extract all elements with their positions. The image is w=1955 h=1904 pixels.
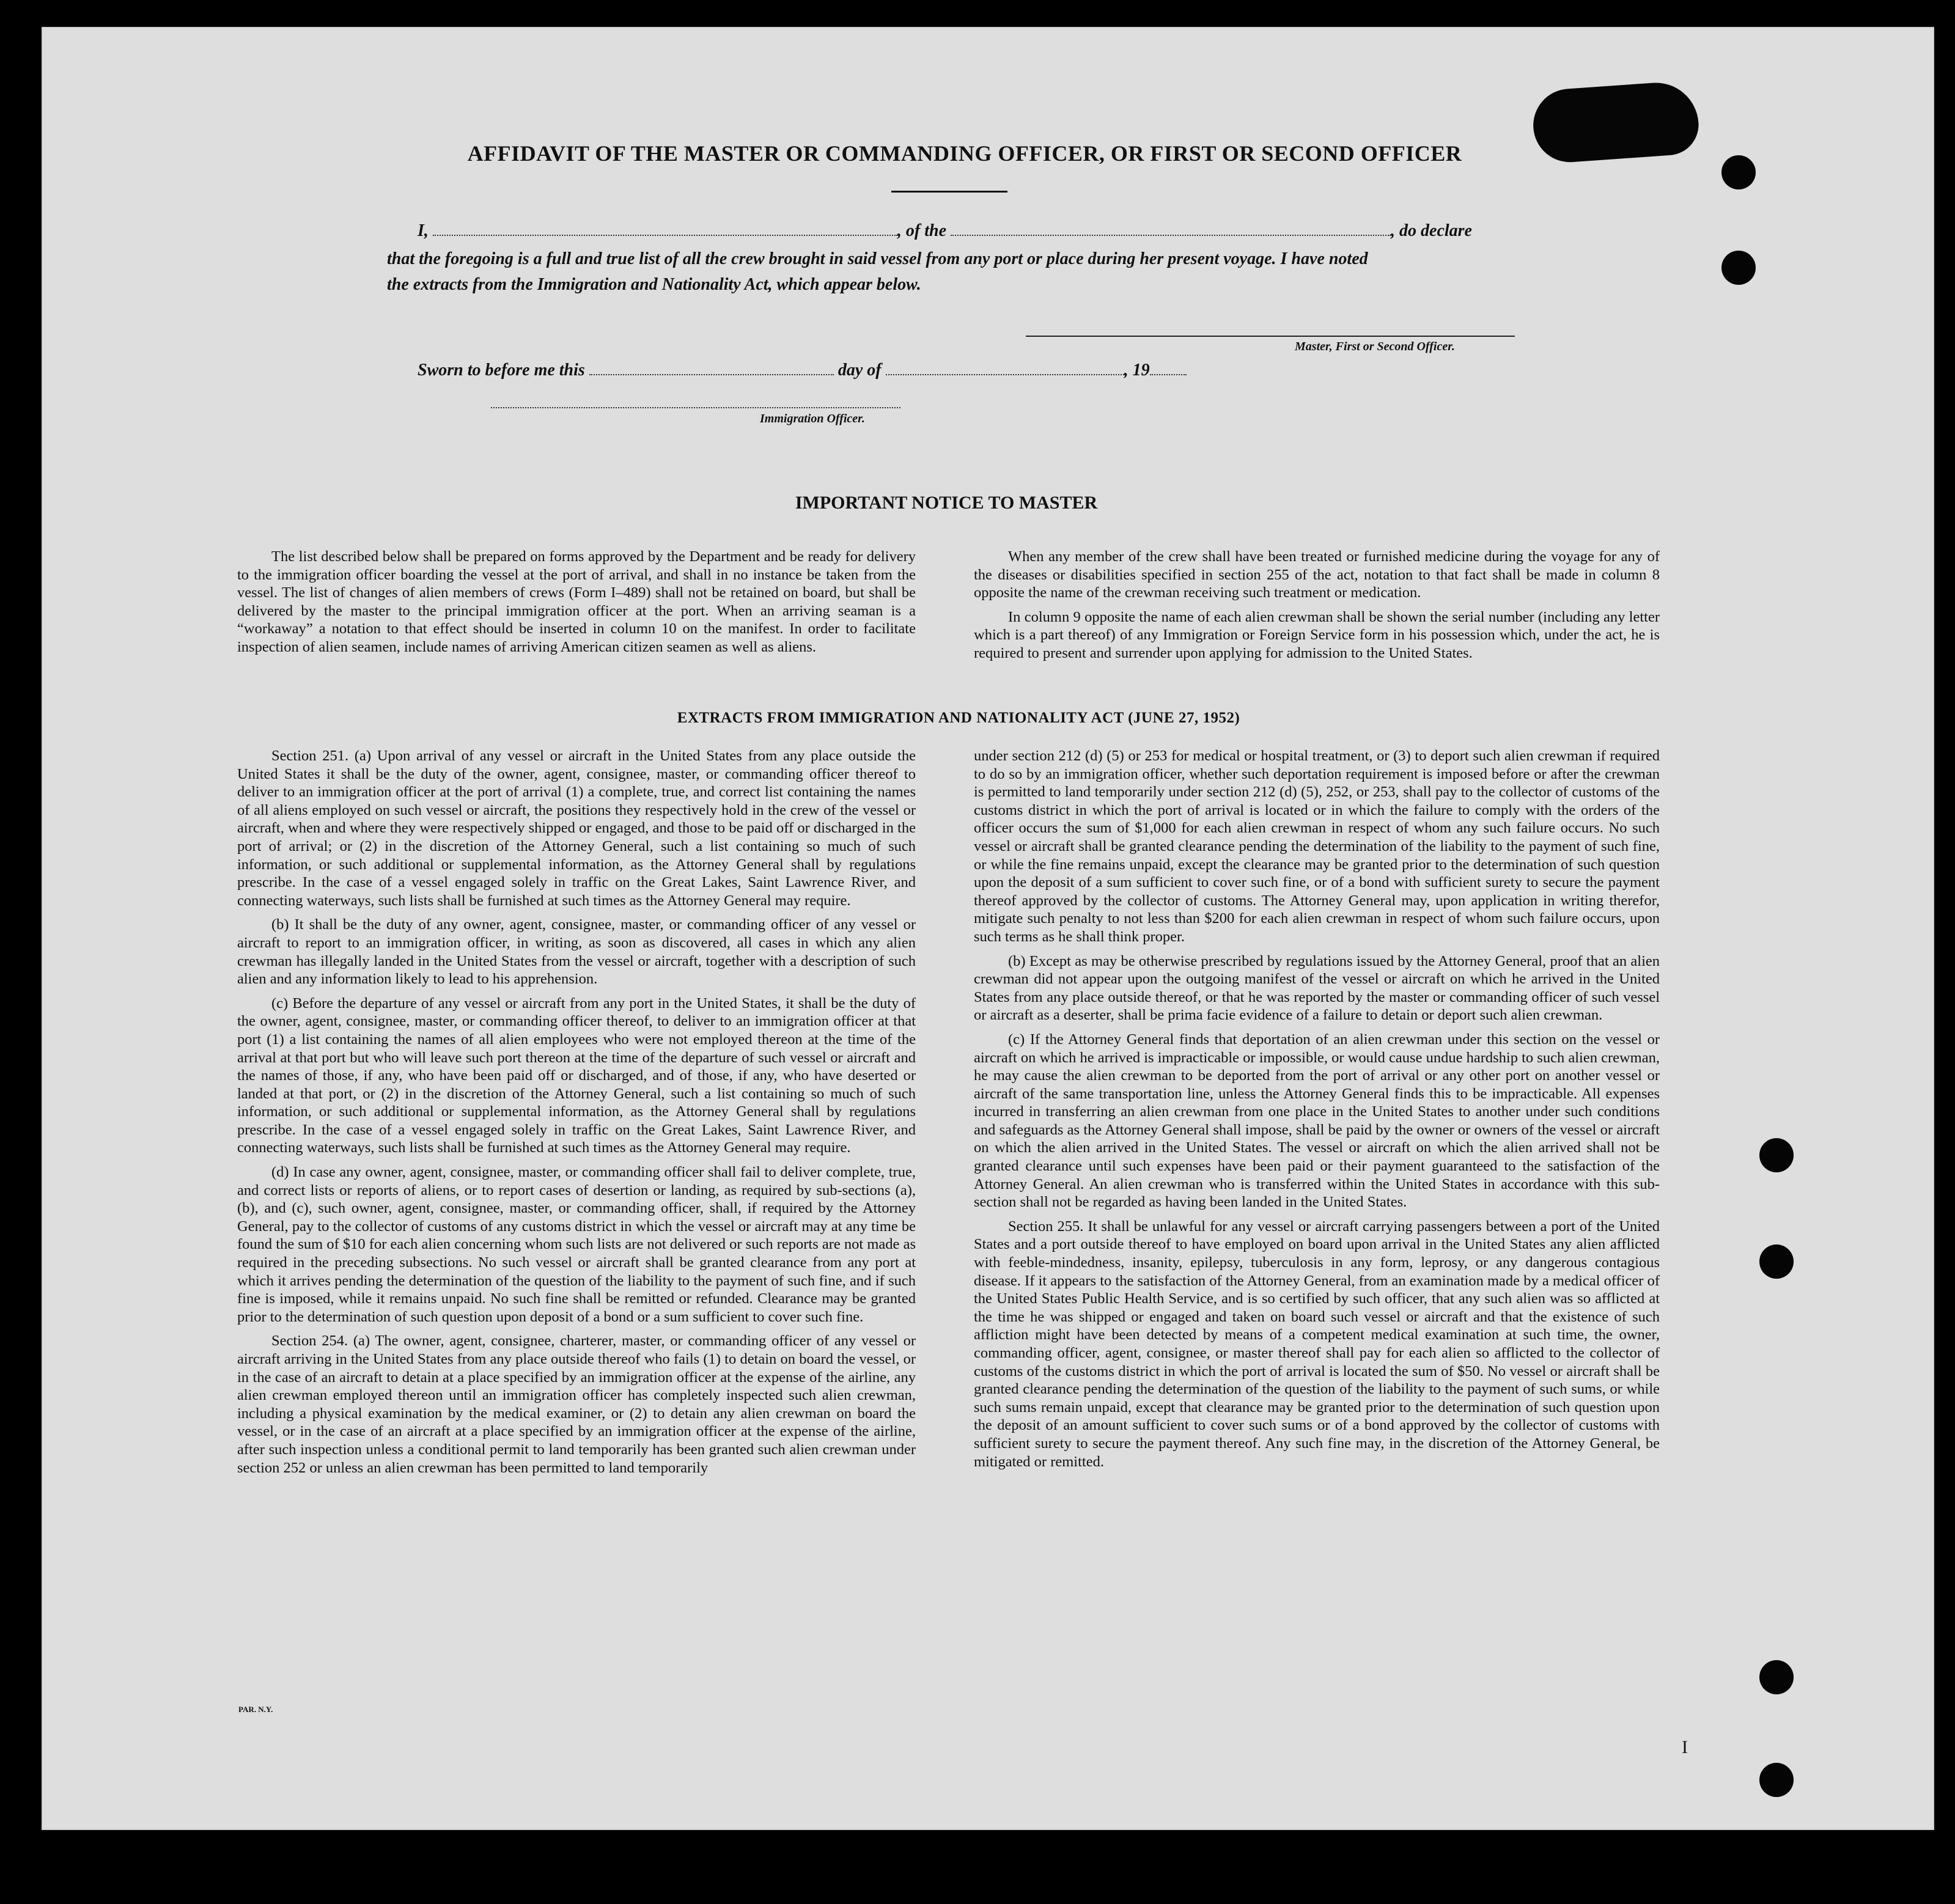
punch-hole xyxy=(1721,251,1756,285)
ink-blot xyxy=(1531,80,1701,165)
do-declare-label: , do declare xyxy=(1391,221,1472,240)
immigration-officer-signature-line[interactable] xyxy=(491,407,900,408)
notice-left-column xyxy=(237,548,916,663)
punch-hole xyxy=(1759,1763,1794,1797)
act-section-paragraph: (c) If the Attorney General finds that deportation of an alien crewman under this section on the vessel or aircraft on which he arrived is impracticable or impossible, or would cause undue hardship to such alien crewman, he may cause the alien crewman to be deported from the port of arrival or any other port on another vessel or aircraft of the same transportation line, unless the Attorney General finds this to be impracticable. All expenses incurred in transferring an alien crewman from one place in the United States to another under such conditions and safeguards as the Attorney General shall impose, shall be paid by the owner or owners of the vessel or aircraft on which the alien arrived in the United States. The vessel or aircraft on which the alien arrived shall not be granted clearance until such expenses have been paid or their payment guaranteed to the satisfaction of the Attorney General. An alien crewman who is transferred within the United States in accordance with this sub-section shall not be regarded as having been landed in the United States. xyxy=(974,1031,1660,1211)
vessel-blank[interactable] xyxy=(951,232,1391,236)
punch-hole xyxy=(1721,155,1756,189)
sworn-line xyxy=(418,361,1187,380)
document-page xyxy=(42,27,1934,1830)
act-section-paragraph: Section 254. (a) The owner, agent, consignee, charterer, master, or commanding officer of any vessel or aircraft arriving in the United States from any place outside thereof who fails (1) to detain on board the vessel, or in the case of an aircraft to detain at a place specified by an immigration officer at the expense of the airline, any alien crewman employed thereon until an immigration officer has completely inspected such alien crewman, including a physical examination by the medical examiner, or (2) to detain any alien crewman on board the vessel, or in the case of an aircraft at a place specified by an immigration officer at the expense of the airline, after such inspection unless a conditional permit to land temporarily has been granted such alien crewman under section 252 or unless an alien crewman has been permitted to land temporarily xyxy=(237,1332,916,1476)
act-section-paragraph: (b) Except as may be otherwise prescribed by regulations issued by the Attorney General, proof that an alien crewman did not appear upon the outgoing manifest of the vessel or aircraft on which he arrived in the United States from any place outside thereof, or that he was reported by the master or commanding officer of such vessel or aircraft as a deserter, shall be prima facie evidence of a failure to detain or deport such alien crewman. xyxy=(974,952,1660,1024)
year-label: , 19 xyxy=(1124,361,1150,380)
affidavit-title: AFFIDAVIT OF THE MASTER OR COMMANDING OFFICER, OR FIRST OR SECOND OFFICER xyxy=(467,141,1462,166)
master-signature-line[interactable] xyxy=(1026,336,1515,337)
notice-title: IMPORTANT NOTICE TO MASTER xyxy=(795,493,1098,513)
year-blank[interactable] xyxy=(1150,372,1187,375)
day-of-label: day of xyxy=(838,361,882,380)
name-blank[interactable] xyxy=(433,232,897,236)
notice-paragraph: When any member of the crew shall have been treated or furnished medicine during the voyage for any of the diseases or disabilities specified in section 255 of the act, notation to that fact shall be made in column 8 opposite the name of the crewman receiving such treatment or medication. xyxy=(974,548,1660,601)
signature-caption: Master, First or Second Officer. xyxy=(1295,340,1455,353)
act-section-paragraph: (d) In case any owner, agent, consignee, master, or commanding officer shall fail to deliver complete, true, and correct lists or reports of aliens, or to report cases of desertion or landing, as required by sub-sections (a), (b), and (c), such owner, agent, consignee, master, or commanding officer, shall, if required by the Attorney General, pay to the collector of customs of any customs district in which the vessel or aircraft may at any time be found the sum of $10 for each alien concerning whom such lists are not delivered or such reports are not made as required in the preceding subsections. No such vessel or aircraft shall be granted clearance from any port at which it arrives pending the determination of the question of the liability to the payment of such fine, and if such fine is imposed, while it remains unpaid. No such fine shall be remitted or refunded. Clearance may be granted prior to the determination of such question upon deposit of a bond or a sum sufficient to cover such fine. xyxy=(237,1164,916,1325)
act-section-paragraph: under section 212 (d) (5) or 253 for medical or hospital treatment, or (3) to deport such alien crewman if required to do so by an immigration officer, whether such deportation requirement is imposed before or after the crewman is permitted to land temporarily under section 212 (d) (5), 252, or 253, shall pay to the collector of customs of the customs district in which the port of arrival is located or in which the failure to comply with the orders of the officer occurs the sum of $1,000 for each alien crewman in respect of whom any such failure occurs. No such vessel or aircraft shall be granted clearance pending the determination of the liability to the payment of such fine, or while the fine remains unpaid, except the clearance may be granted prior to the determination of such question upon the deposit of a sum sufficient to cover such fine, or of a bond with sufficient surety to secure the payment thereof approved by the collector of customs. The Attorney General may, upon application in writing therefor, mitigate such penalty to not less than $200 for each alien crewman in respect of whom such failure occurs, upon such terms as he shall think proper. xyxy=(974,748,1660,945)
of-the-label: , of the xyxy=(897,221,947,240)
notice-paragraph: The list described below shall be prepared on forms approved by the Department and be ready for delivery to the immigration officer boarding the vessel at the port of arrival, and shall in no instance be taken from the vessel. The list of changes of alien members of crews (Form I–489) shall not be retained on board, but shall be delivered by the master to the principal immigration officer at the port. When an arriving seaman is a “workaway” a notation to that effect should be inserted in column 10 on the manifest. In order to facilitate inspection of alien seamen, include names of arriving American citizen seamen as well as aliens. xyxy=(237,548,916,655)
notice-right-column xyxy=(974,548,1660,669)
punch-hole xyxy=(1759,1138,1794,1172)
act-section-paragraph: (b) It shall be the duty of any owner, agent, consignee, master, or commanding officer of any vessel or aircraft to report to an immigration officer, in writing, as soon as discovered, all cases in which any alien crewman has illegally landed in the United States from the vessel or aircraft, together with a description of such alien and any information likely to lead to his apprehension. xyxy=(237,916,916,988)
act-section-paragraph: Section 251. (a) Upon arrival of any vessel or aircraft in the United States from any place outside the United States it shall be the duty of the owner, agent, consignee, master, or commanding officer thereof to deliver to an immigration officer at the port of arrival (1) a complete, true, and correct list containing the names of all aliens employed on such vessel or aircraft, the positions they respectively hold in the crew of the vessel or aircraft, when and where they were respectively shipped or engaged, and those to be paid off or discharged in the port of arrival; or (2) in the discretion of the Attorney General, such a list containing so much of such information, or such additional or supplemental information, as the Attorney General shall by regulations prescribe. In the case of a vessel engaged solely in traffic on the Great Lakes, Saint Lawrence River, and connecting waterways, such lists shall be furnished at such times as the Attorney General may require. xyxy=(237,748,916,909)
extracts-left-column xyxy=(237,747,916,1483)
notice-paragraph: In column 9 opposite the name of each alien crewman shall be shown the serial number (including any letter which is a part thereof) of any Immigration or Foreign Service form in his possession which, under the act, he is required to present and surrender upon applying for admission to the United States. xyxy=(974,608,1660,661)
title-rule xyxy=(891,191,1007,193)
officer-caption: Immigration Officer. xyxy=(760,412,865,425)
bleed-through-text xyxy=(1338,388,1347,406)
printer-mark: PAR. N.Y. xyxy=(238,1705,273,1714)
extracts-right-column xyxy=(974,747,1660,1477)
act-section-paragraph: Section 255. It shall be unlawful for any vessel or aircraft carrying passengers between a port of the United States and a port outside thereof to have employed on board upon arrival in the United States any alien afflicted with feeble-mindedness, insanity, epilepsy, tuberculosis in any form, leprosy, or any dangerous contagious disease. If it appears to the satisfaction of the Attorney General, from an examination made by a medical officer of the United States Public Health Service, and is so certified by such officer, that any such alien was so afflicted at the time he was shipped or engaged and taken on board such vessel or aircraft and that the existence of such affliction might have been detected by means of a competent medical examination at such time, the owner, commanding officer, agent, consignee, or master thereof shall pay for each alien so afflicted to the collector of customs of the customs district in which the port of arrival is located the sum of $50. No vessel or aircraft shall be granted clearance pending the determination of the question of the liability to the payment of such sums, or while such sums remain unpaid, except that clearance may be granted prior to the determination of such question upon the deposit of an amount sufficient to cover such sums or of a bond approved by the collector of customs with sufficient surety to secure the payment thereof. Any such fine may, in the discretion of the Attorney General, be mitigated or remitted. xyxy=(974,1218,1660,1470)
page-mark: I xyxy=(1682,1737,1688,1757)
declaration-text: the extracts from the Immigration and Nationality Act, which appear below. xyxy=(387,275,921,294)
day-blank[interactable] xyxy=(589,372,834,375)
punch-hole xyxy=(1759,1244,1794,1279)
month-blank[interactable] xyxy=(886,372,1124,375)
declaration-text: that the foregoing is a full and true list of all the crew brought in said vessel from any port or place during her present voyage. I have noted xyxy=(387,249,1368,268)
sworn-label: Sworn to before me this xyxy=(418,361,585,380)
act-section-paragraph: (c) Before the departure of any vessel or aircraft from any port in the United States, it shall be the duty of the owner, agent, consignee, master, or commanding officer thereof, to deliver to an immigration officer at that port (1) a list containing the names of all alien employees who were not employed thereon at the time of the arrival at that port but who will leave such port thereon at the time of the departure of such vessel or aircraft and the names of those, if any, who have been paid off or discharged, and of those, if any, who have deserted or landed at that port, or (2) in the discretion of the Attorney General, such a list containing so much of such information, or such additional or supplemental information, as the Attorney General shall by regulations prescribe. In the case of a vessel engaged solely in traffic on the Great Lakes, Saint Lawrence River, and connecting waterways, such lists shall be furnished at such times as the Attorney General may require. xyxy=(237,994,916,1156)
declaration-line xyxy=(418,221,1472,241)
i-label: I, xyxy=(418,221,429,240)
extracts-title: EXTRACTS FROM IMMIGRATION AND NATIONALITY ACT (JUNE 27, 1952) xyxy=(677,710,1240,726)
punch-hole xyxy=(1759,1660,1794,1694)
